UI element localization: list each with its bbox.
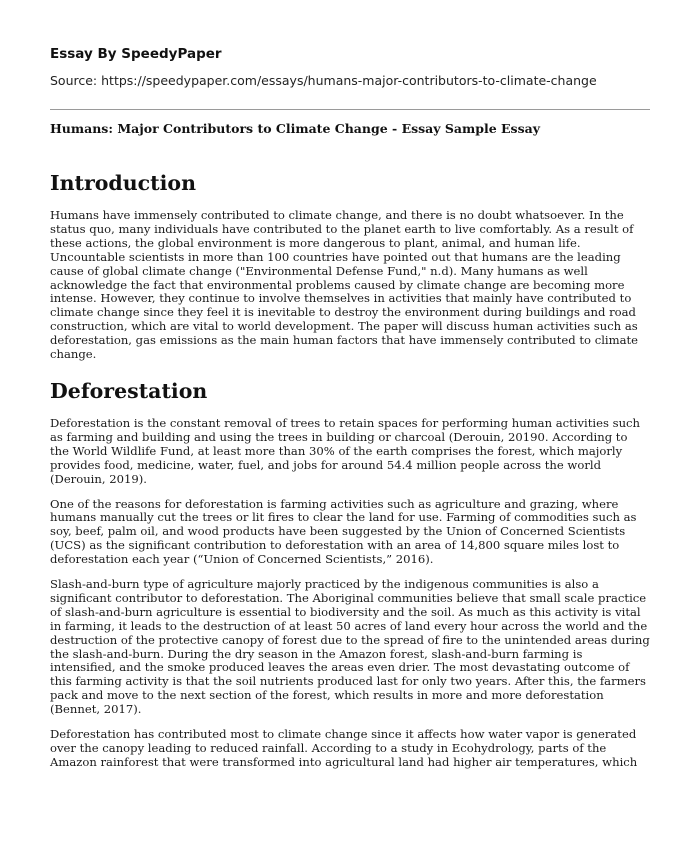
heading-deforestation: Deforestation bbox=[50, 378, 208, 403]
deforestation-paragraph-3: Slash-and-burn type of agriculture majorly practiced by the indigenous communities is also a significant contributor to deforestation. The Aboriginal communities believe that small scale practice of slash-and-burn agriculture is essential to biodiversity and the soil. As much as this activity is vital in farming, it leads to the destruction of at least 50 acres of land every hour across the world and the destruction of the protective canopy of forest due to the spread of fire to the unintended areas during the slash-and-burn. During the dry season in the Amazon forest, slash-and-burn farming is intensified, and the smoke produced leaves the areas even drier. The most devastating outcome of this farming activity is that the soil nutrients produced last for only two years. After this, the farmers pack and move to the next section of the forest, which results in more and more deforestation (Bennet, 2017). bbox=[50, 577, 650, 717]
deforestation-paragraph-2: One of the reasons for deforestation is farming activities such as agriculture and grazing, where humans manually cut the trees or lit fires to clear the land for use. Farming of commodities such as soy, beef, palm oil, and wood products have been suggested by the Union of Concerned Scientists (UCS) as the significant contribution to deforestation with an area of 14,800 square miles lost to deforestation each year (“Union of Concerned Scientists,” 2016). bbox=[50, 496, 637, 567]
essay-title: Humans: Major Contributors to Climate Change - Essay Sample Essay bbox=[50, 121, 540, 136]
header-divider bbox=[50, 109, 650, 110]
source-line: Source: https://speedypaper.com/essays/humans-major-contributors-to-climate-change bbox=[50, 73, 597, 88]
heading-introduction: Introduction bbox=[50, 171, 196, 195]
deforestation-paragraph-1: Deforestation is the constant removal of trees to retain spaces for performing human activities such as farming and building and using the trees in building or charcoal (Derouin, 20190. According to the World Wildlife Fund, at least more than 30% of the earth comprises the forest, which majorly provides food, medicine, water, fuel, and jobs for around 54.4 million people across the world (Derouin, 2019). bbox=[50, 415, 640, 486]
intro-paragraph: Humans have immensely contributed to climate change, and there is no doubt whatsoever. In the status quo, many individuals have contributed to the planet earth to live comfortably. As a result of these actions, the global environment is more dangerous to plant, animal, and human life. Uncountable scientists in more than 100 countries have pointed out that humans are the leading cause of global climate change ("Environmental Defense Fund," n.d). Many humans as well acknowledge the fact that environmental problems caused by climate change are becoming more intense. However, they continue to involve themselves in activities that mainly have contributed to climate change since they feel it is inevitable to destroy the environment during buildings and road construction, which are vital to world development. The paper will discuss human activities such as deforestation, gas emissions as the main human factors that have immensely contributed to climate change. bbox=[50, 208, 639, 362]
site-name: Essay By SpeedyPaper bbox=[50, 46, 222, 62]
deforestation-paragraph-4: Deforestation has contributed most to climate change since it affects how water vapor is generated over the canopy leading to reduced rainfall. According to a study in Ecohydrology, parts of the Amazon rainforest that were transformed into agricultural land had higher air temperatures, which bbox=[50, 727, 638, 769]
